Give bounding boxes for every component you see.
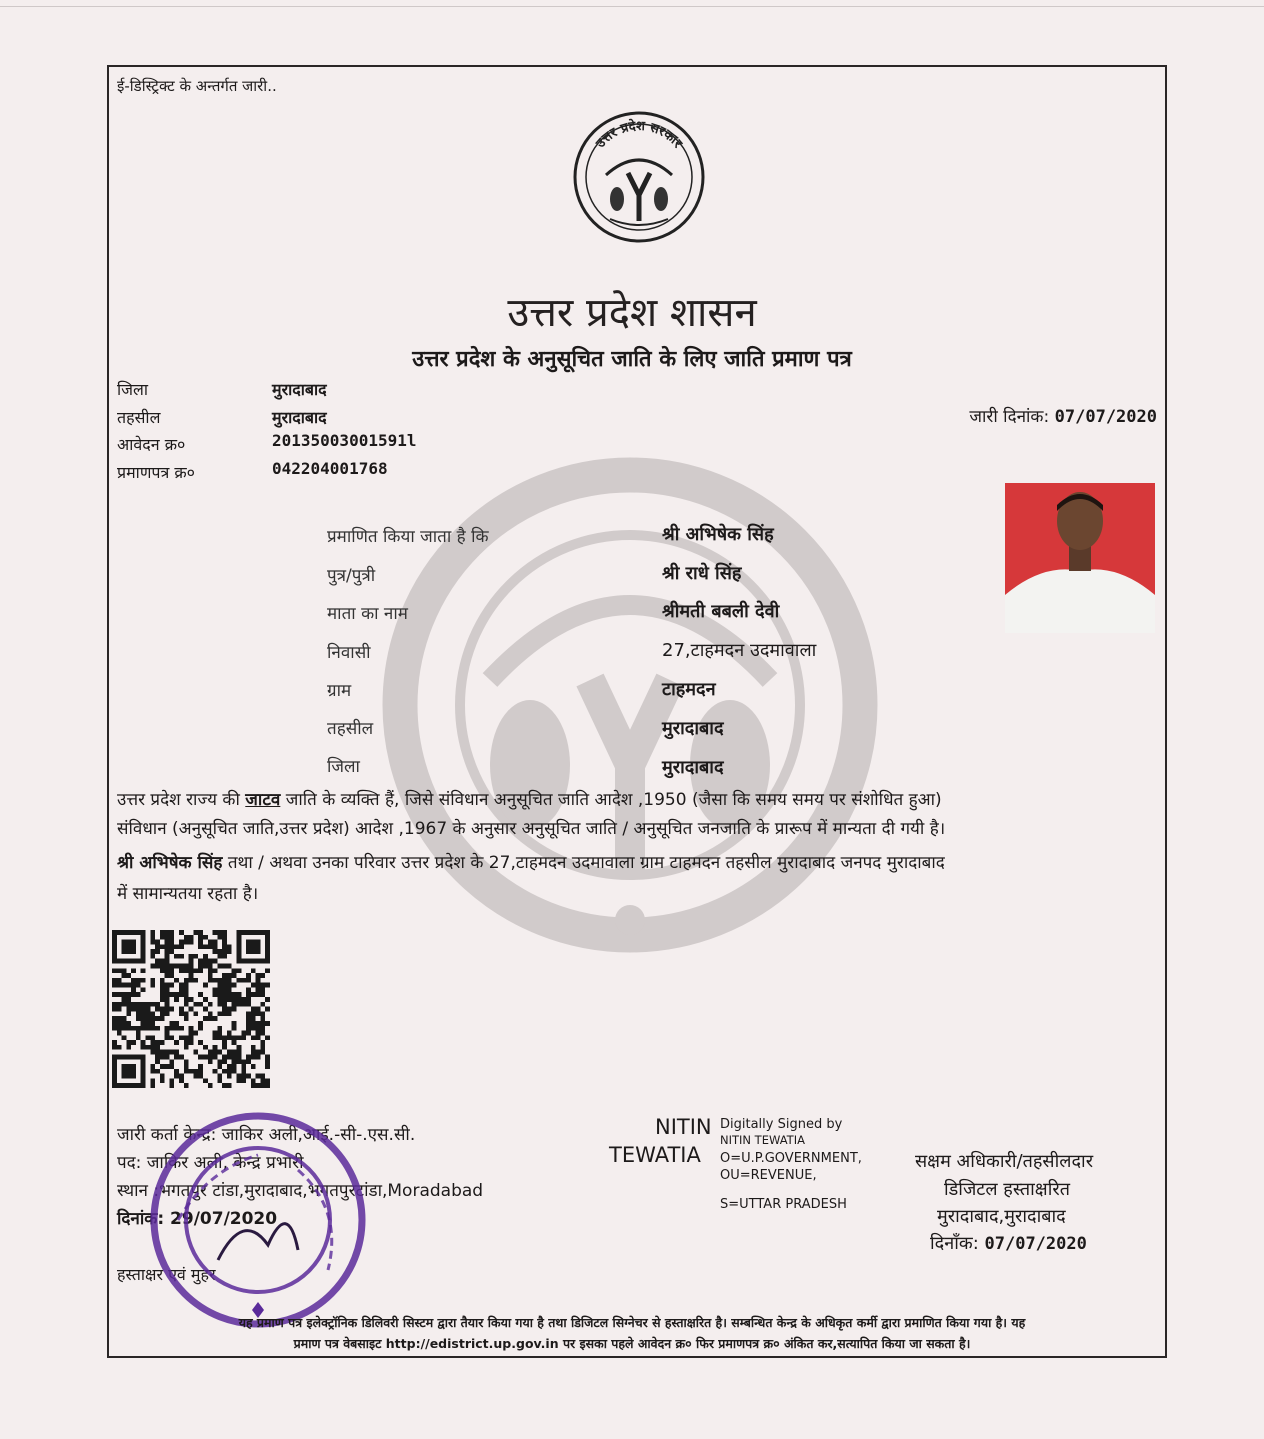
detail-value-mother: श्रीमती बबली देवी xyxy=(662,601,780,622)
issuer-post: पद: जाकिर अली, केन्द्र प्रभारी xyxy=(117,1153,304,1173)
digital-sign-line-1: Digitally Signed by xyxy=(720,1117,843,1132)
statement-line-3 xyxy=(117,849,945,878)
detail-label-mother: माता का नाम xyxy=(327,604,408,624)
meta-label-certificate: प्रमाणपत्र क्र० xyxy=(117,463,195,482)
svg-text:उत्तर प्रदेश सरकार: उत्तर प्रदेश सरकार xyxy=(593,118,685,152)
detail-value-name: श्री अभिषेक सिंह xyxy=(662,524,774,545)
issue-date-label: जारी दिनांक: xyxy=(969,407,1050,427)
statement-text: जाति के व्यक्ति हैं, जिसे संविधान अनुसूचित जाति आदेश ,1950 (जैसा कि समय समय पर संशोधित हुआ) xyxy=(280,790,942,810)
meta-label-district: जिला xyxy=(117,380,149,399)
statement-text: उत्तर प्रदेश राज्य की xyxy=(117,790,246,810)
header-note: ई-डिस्ट्रिक्ट के अन्तर्गत जारी.. xyxy=(117,77,277,95)
detail-label-resident: निवासी xyxy=(327,643,371,663)
statement-line-4: में सामान्यतया रहता है। xyxy=(117,884,259,904)
meta-label-application: आवेदन क्र० xyxy=(117,435,186,454)
footer-note-line-1: यह प्रमाण पत्र इलेक्ट्रॉनिक डिलिवरी सिस्टम द्वारा तैयार किया गया है तथा डिजिटल सिग्नेचर से हस्ताक्षरित है। सम्बन्धित केन्द्र के अधिकृत कर्मी द्वारा प्रमाणित किया गया है। यह xyxy=(238,1315,1026,1330)
meta-value-certificate: 042204001768 xyxy=(272,459,388,478)
authority-date-value: 07/07/2020 xyxy=(984,1234,1087,1254)
meta-label-tehsil: तहसील xyxy=(117,408,161,427)
issue-date xyxy=(969,404,1157,427)
issuer-center: जारी कर्ता केन्द्र: जाकिर अली,आई.-सी-.एस.सी. xyxy=(117,1125,416,1145)
holder-name: श्री अभिषेक सिंह xyxy=(117,853,223,873)
issuer-sign-label: हस्ताक्षर एवं मुहर xyxy=(117,1265,216,1284)
meta-value-tehsil: मुरादाबाद xyxy=(272,408,327,427)
statement-line-1 xyxy=(117,786,942,815)
statement-text: तथा / अथवा उनका परिवार उत्तर प्रदेश के 27,टाहमदन उदमावाला ग्राम टाहमदन तहसील मुरादाबाद जनपद मुरादाबाद xyxy=(222,853,945,873)
certificate-subtitle: उत्तर प्रदेश के अनुसूचित जाति के लिए जाति प्रमाण पत्र xyxy=(412,347,852,372)
signer-name-1: NITIN xyxy=(655,1115,712,1139)
detail-label-child-of: पुत्र/पुत्री xyxy=(327,566,376,586)
authority-title: सक्षम अधिकारी/तहसीलदार xyxy=(915,1151,1094,1172)
statement-line-2: संविधान (अनुसूचित जाति,उत्तर प्रदेश) आदेश ,1967 के अनुसार अनुसूचित जाति / अनुसूचित जनजाति के प्रारूप में मान्यता दी गयी है। xyxy=(117,819,946,839)
detail-label-village: ग्राम xyxy=(327,681,352,701)
issue-date-value: 07/07/2020 xyxy=(1054,407,1157,427)
authority-location: मुरादाबाद,मुरादाबाद xyxy=(937,1206,1066,1227)
issuer-date: दिनांक: 29/07/2020 xyxy=(117,1209,278,1229)
footer-note-line-2: प्रमाण पत्र वेबसाइट http://edistrict.up.gov.in पर इसका पहले आवेदन क्र० फिर प्रमाणपत्र क्र० अंकित कर,सत्यापित किया जा सकता है। xyxy=(293,1336,971,1351)
detail-label-tehsil: तहसील xyxy=(327,719,374,739)
up-government-emblem-icon xyxy=(570,101,708,253)
official-stamp-icon xyxy=(148,1110,368,1330)
page-title: उत्तर प्रदेश शासन xyxy=(507,290,757,336)
authority-digital-signed: डिजिटल हस्ताक्षरित xyxy=(944,1179,1070,1200)
detail-label-certified: प्रमाणित किया जाता है कि xyxy=(327,527,489,547)
meta-value-district: मुरादाबाद xyxy=(272,380,327,399)
detail-value-father: श्री राधे सिंह xyxy=(662,563,742,584)
digital-sign-line-3: O=U.P.GOVERNMENT, xyxy=(720,1151,862,1166)
digital-sign-line-2: NITIN TEWATIA xyxy=(720,1133,805,1147)
detail-label-district: जिला xyxy=(327,757,360,777)
applicant-photo xyxy=(1005,483,1155,633)
qr-code xyxy=(112,930,270,1088)
digital-sign-line-5: S=UTTAR PRADESH xyxy=(720,1197,847,1212)
detail-value-tehsil: मुरादाबाद xyxy=(662,718,724,739)
authority-date xyxy=(930,1231,1087,1255)
detail-value-village: टाहमदन xyxy=(662,679,716,700)
caste-name: जाटव xyxy=(245,790,281,810)
top-edge-line xyxy=(0,6,1264,7)
issuer-place: स्थान :भगतपुर टांडा,मुरादाबाद,भगतपुरटांडा,Moradabad xyxy=(117,1181,484,1201)
meta-value-application: 20135003001591l xyxy=(272,431,417,450)
authority-date-label: दिनाँक: xyxy=(930,1233,979,1254)
detail-value-resident: 27,टाहमदन उदमावाला xyxy=(662,640,817,661)
digital-sign-line-4: OU=REVENUE, xyxy=(720,1168,817,1183)
detail-value-district: मुरादाबाद xyxy=(662,757,724,778)
signer-name-2: TEWATIA xyxy=(609,1143,701,1167)
